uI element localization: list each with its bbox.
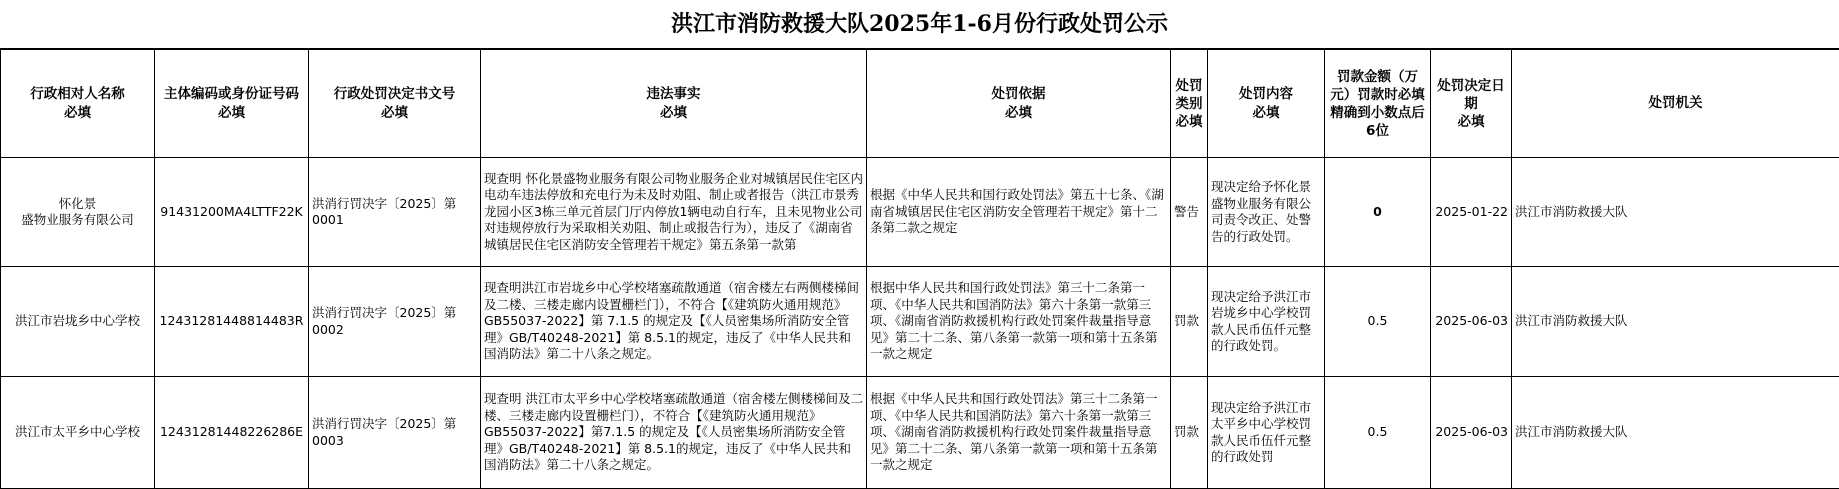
code-cell: 12431281448814483R: [155, 267, 309, 377]
header-facts: 违法事实 必填: [481, 50, 867, 158]
date-cell: 2025-06-03: [1431, 267, 1512, 377]
party-cell: 怀化景 盛物业服务有限公司: [1, 158, 155, 267]
header-code: 主体编码或身份证号码 必填: [155, 50, 309, 158]
amount-cell: 0.5: [1325, 267, 1431, 377]
party-cell: 洪江市太平乡中心学校: [1, 377, 155, 489]
penalty-table: [0, 49, 1839, 489]
amount-cell: 0: [1325, 158, 1431, 267]
header-party: 行政相对人名称 必填: [1, 50, 155, 158]
header-amount: 罚款金额（万元）罚款时必填精确到小数点后6位: [1325, 50, 1431, 158]
header-content: 处罚内容 必填: [1208, 50, 1325, 158]
doc-no-cell: 洪消行罚决字〔2025〕第0003: [309, 377, 481, 489]
facts-cell: 现查明 洪江市太平乡中心学校堵塞疏散通道（宿舍楼左侧楼梯间及二楼、三楼走廊内设置栅栏门），不符合【《建筑防火通用规范》GB55037-2022】第7.1.5 的规定及【《人员密集场所消防安全管理》GB/T40248-2021】第 8.5.1的规定，违反了《中华人民共和国消防法》第二十八条之规定。: [481, 377, 867, 489]
date-cell: 2025-06-03: [1431, 377, 1512, 489]
code-cell: 91431200MA4LTTF22K: [155, 158, 309, 267]
authority-cell: 洪江市消防救援大队: [1512, 158, 1839, 267]
party-cell: 洪江市岩垅乡中心学校: [1, 267, 155, 377]
category-cell: 警告: [1171, 158, 1208, 267]
table-row: [1, 267, 1839, 377]
header-authority: 处罚机关: [1512, 50, 1839, 158]
content-cell: 现决定给予怀化景盛物业服务有限公司责令改正、处警告的行政处罚。: [1208, 158, 1325, 267]
facts-cell: 现查明 怀化景盛物业服务有限公司物业服务企业对城镇居民住宅区内电动车违法停放和充电行为未及时劝阻、制止或者报告（洪江市景秀龙园小区3栋三单元首层门厅内停放1辆电动自行车，且未见物业公司对违规停放行为采取相关劝阻、制止或报告行为），违反了《湖南省城镇居民住宅区消防安全管理若干规定》第五条第一款第: [481, 158, 867, 267]
basis-cell: 根据《中华人民共和国行政处罚法》第五十七条、《湖南省城镇居民住宅区消防安全管理若干规定》第十二条第二款之规定: [867, 158, 1171, 267]
basis-cell: 根据《中华人民共和国行政处罚法》第三十二条第一项、《中华人民共和国消防法》第六十条第一款第三项、《湖南省消防救援机构行政处罚案件裁量指导意见》第二十二条、第八条第一款第一项和第十五条第一款之规定: [867, 377, 1171, 489]
header-date: 处罚决定日期 必填: [1431, 50, 1512, 158]
category-cell: 罚款: [1171, 377, 1208, 489]
authority-cell: 洪江市消防救援大队: [1512, 377, 1839, 489]
page-title: 洪江市消防救援大队2025年1-6月份行政处罚公示: [0, 0, 1839, 49]
content-cell: 现决定给予洪江市岩垅乡中心学校罚款人民币伍仟元整的行政处罚。: [1208, 267, 1325, 377]
content-cell: 现决定给予洪江市太平乡中心学校罚款人民币伍仟元整的行政处罚: [1208, 377, 1325, 489]
basis-cell: 根据中华人民共和国行政处罚法》第三十二条第一项、《中华人民共和国消防法》第六十条第一款第三项、《湖南省消防救援机构行政处罚案件裁量指导意见》第二十二条、第八条第一款第一项和第十五条第一款之规定: [867, 267, 1171, 377]
facts-cell: 现查明洪江市岩垅乡中心学校堵塞疏散通道（宿舍楼左右两侧楼梯间及二楼、三楼走廊内设置栅栏门），不符合【《建筑防火通用规范》GB55037-2022】第 7.1.5 的规定及【《人员密集场所消防安全管理》GB/T40248-2021】第 8.5.1的规定，违反了《中华人民共和国消防法》第二十八条之规定。: [481, 267, 867, 377]
amount-cell: 0.5: [1325, 377, 1431, 489]
table-row: [1, 377, 1839, 489]
code-cell: 12431281448226286E: [155, 377, 309, 489]
header-category: 处罚类别 必填: [1171, 50, 1208, 158]
date-cell: 2025-01-22: [1431, 158, 1512, 267]
doc-no-cell: 洪消行罚决字〔2025〕第0002: [309, 267, 481, 377]
doc-no-cell: 洪消行罚决字〔2025〕第0001: [309, 158, 481, 267]
authority-cell: 洪江市消防救援大队: [1512, 267, 1839, 377]
header-basis: 处罚依据 必填: [867, 50, 1171, 158]
category-cell: 罚款: [1171, 267, 1208, 377]
header-row: [1, 50, 1839, 158]
table-row: [1, 158, 1839, 267]
header-doc-no: 行政处罚决定书文号 必填: [309, 50, 481, 158]
